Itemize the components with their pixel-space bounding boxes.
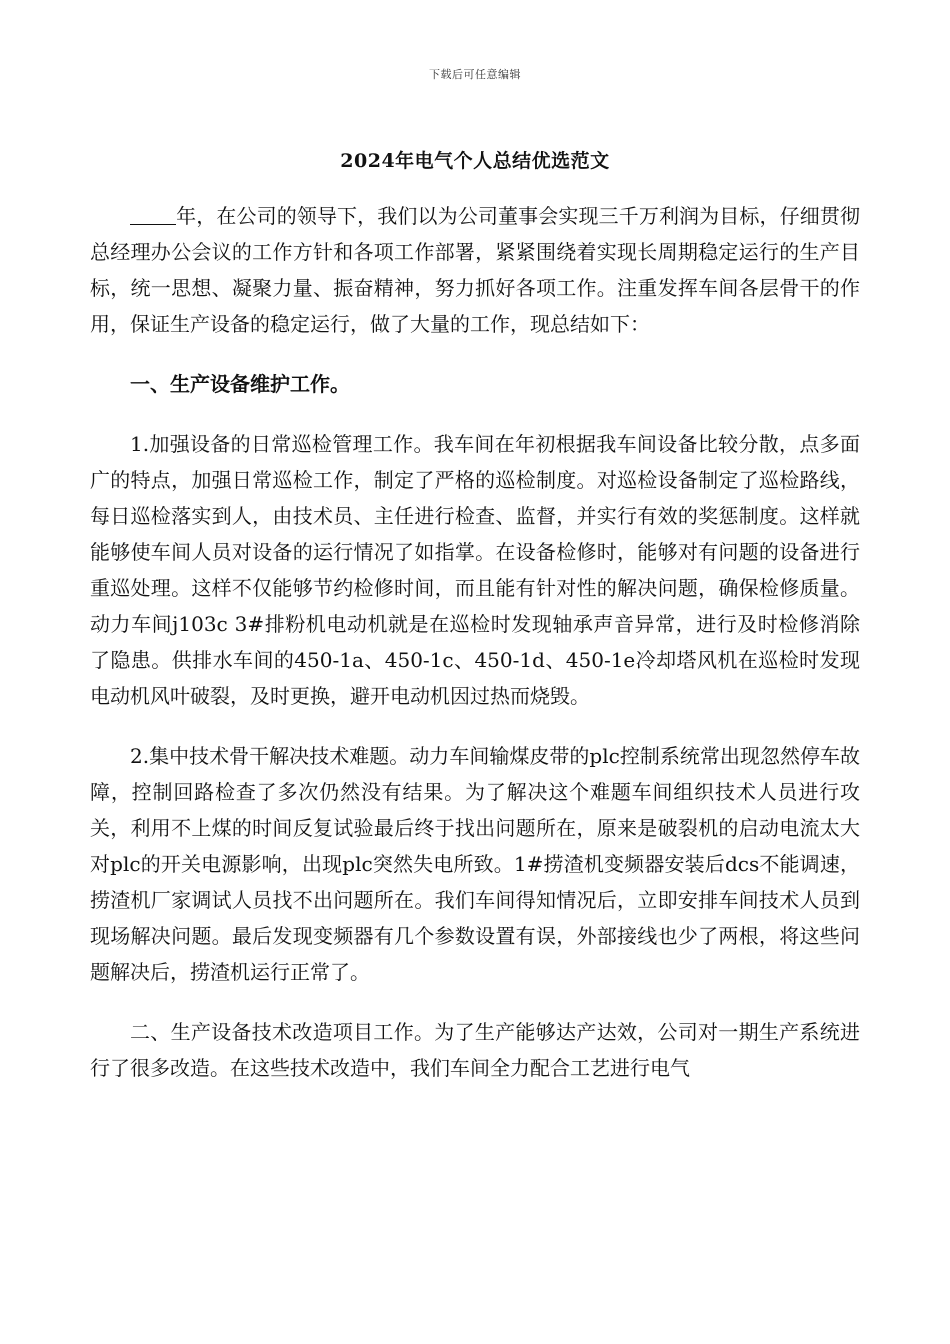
document-title: 2024年电气个人总结优选范文: [340, 150, 610, 172]
intro-paragraph: [90, 198, 860, 342]
item-1-paragraph: 1.加强设备的日常巡检管理工作。我车间在年初根据我车间设备比较分散，点多面广的特点，加强日常巡检工作，制定了严格的巡检制度。对巡检设备制定了巡检路线，每日巡检落实到人，由技术员、主任进行检查、监督，并实行有效的奖惩制度。这样就能够使车间人员对设备的运行情况了如指掌。在设备检修时，能够对有问题的设备进行重巡处理。这样不仅能够节约检修时间，而且能有针对性的解决问题，确保检修质量。动力车间j103c 3#排粉机电动机就是在巡检时发现轴承声音异常，进行及时检修消除了隐患。供排水车间的450-1a、450-1c、450-1d、450-1e冷却塔风机在巡检时发现电动机风叶破裂，及时更换，避开电动机因过热而烧毁。: [90, 432, 860, 708]
section-1-heading: 一、生产设备维护工作。: [130, 372, 350, 396]
section-2-paragraph: 二、生产设备技术改造项目工作。为了生产能够达产达效，公司对一期生产系统进行了很多改造。在这些技术改造中，我们车间全力配合工艺进行电气: [90, 1020, 860, 1080]
intro-text: 年，在公司的领导下，我们以为公司董事会实现三千万利润为目标，仔细贯彻总经理办公会议的工作方针和各项工作部署，紧紧围绕着实现长周期稳定运行的生产目标，统一思想、凝聚力量、振奋精神，努力抓好各项工作。注重发挥车间各层骨干的作用，保证生产设备的稳定运行，做了大量的工作，现总结如下：: [90, 204, 860, 336]
year-blank: [130, 204, 176, 225]
document-body: [90, 198, 860, 1086]
page-header-note: 下载后可任意编辑: [429, 68, 521, 81]
item-2-paragraph: 2.集中技术骨干解决技术难题。动力车间输煤皮带的plc控制系统常出现忽然停车故障，控制回路检查了多次仍然没有结果。为了解决这个难题车间组织技术人员进行攻关，利用不上煤的时间反复试验最后终于找出问题所在，原来是破裂机的启动电流太大对plc的开关电源影响，出现plc突然失电所致。1#捞渣机变频器安装后dcs不能调速，捞渣机厂家调试人员找不出问题所在。我们车间得知情况后，立即安排车间技术人员到现场解决问题。最后发现变频器有几个参数设置有误，外部接线也少了两根，将这些问题解决后，捞渣机运行正常了。: [90, 744, 860, 984]
